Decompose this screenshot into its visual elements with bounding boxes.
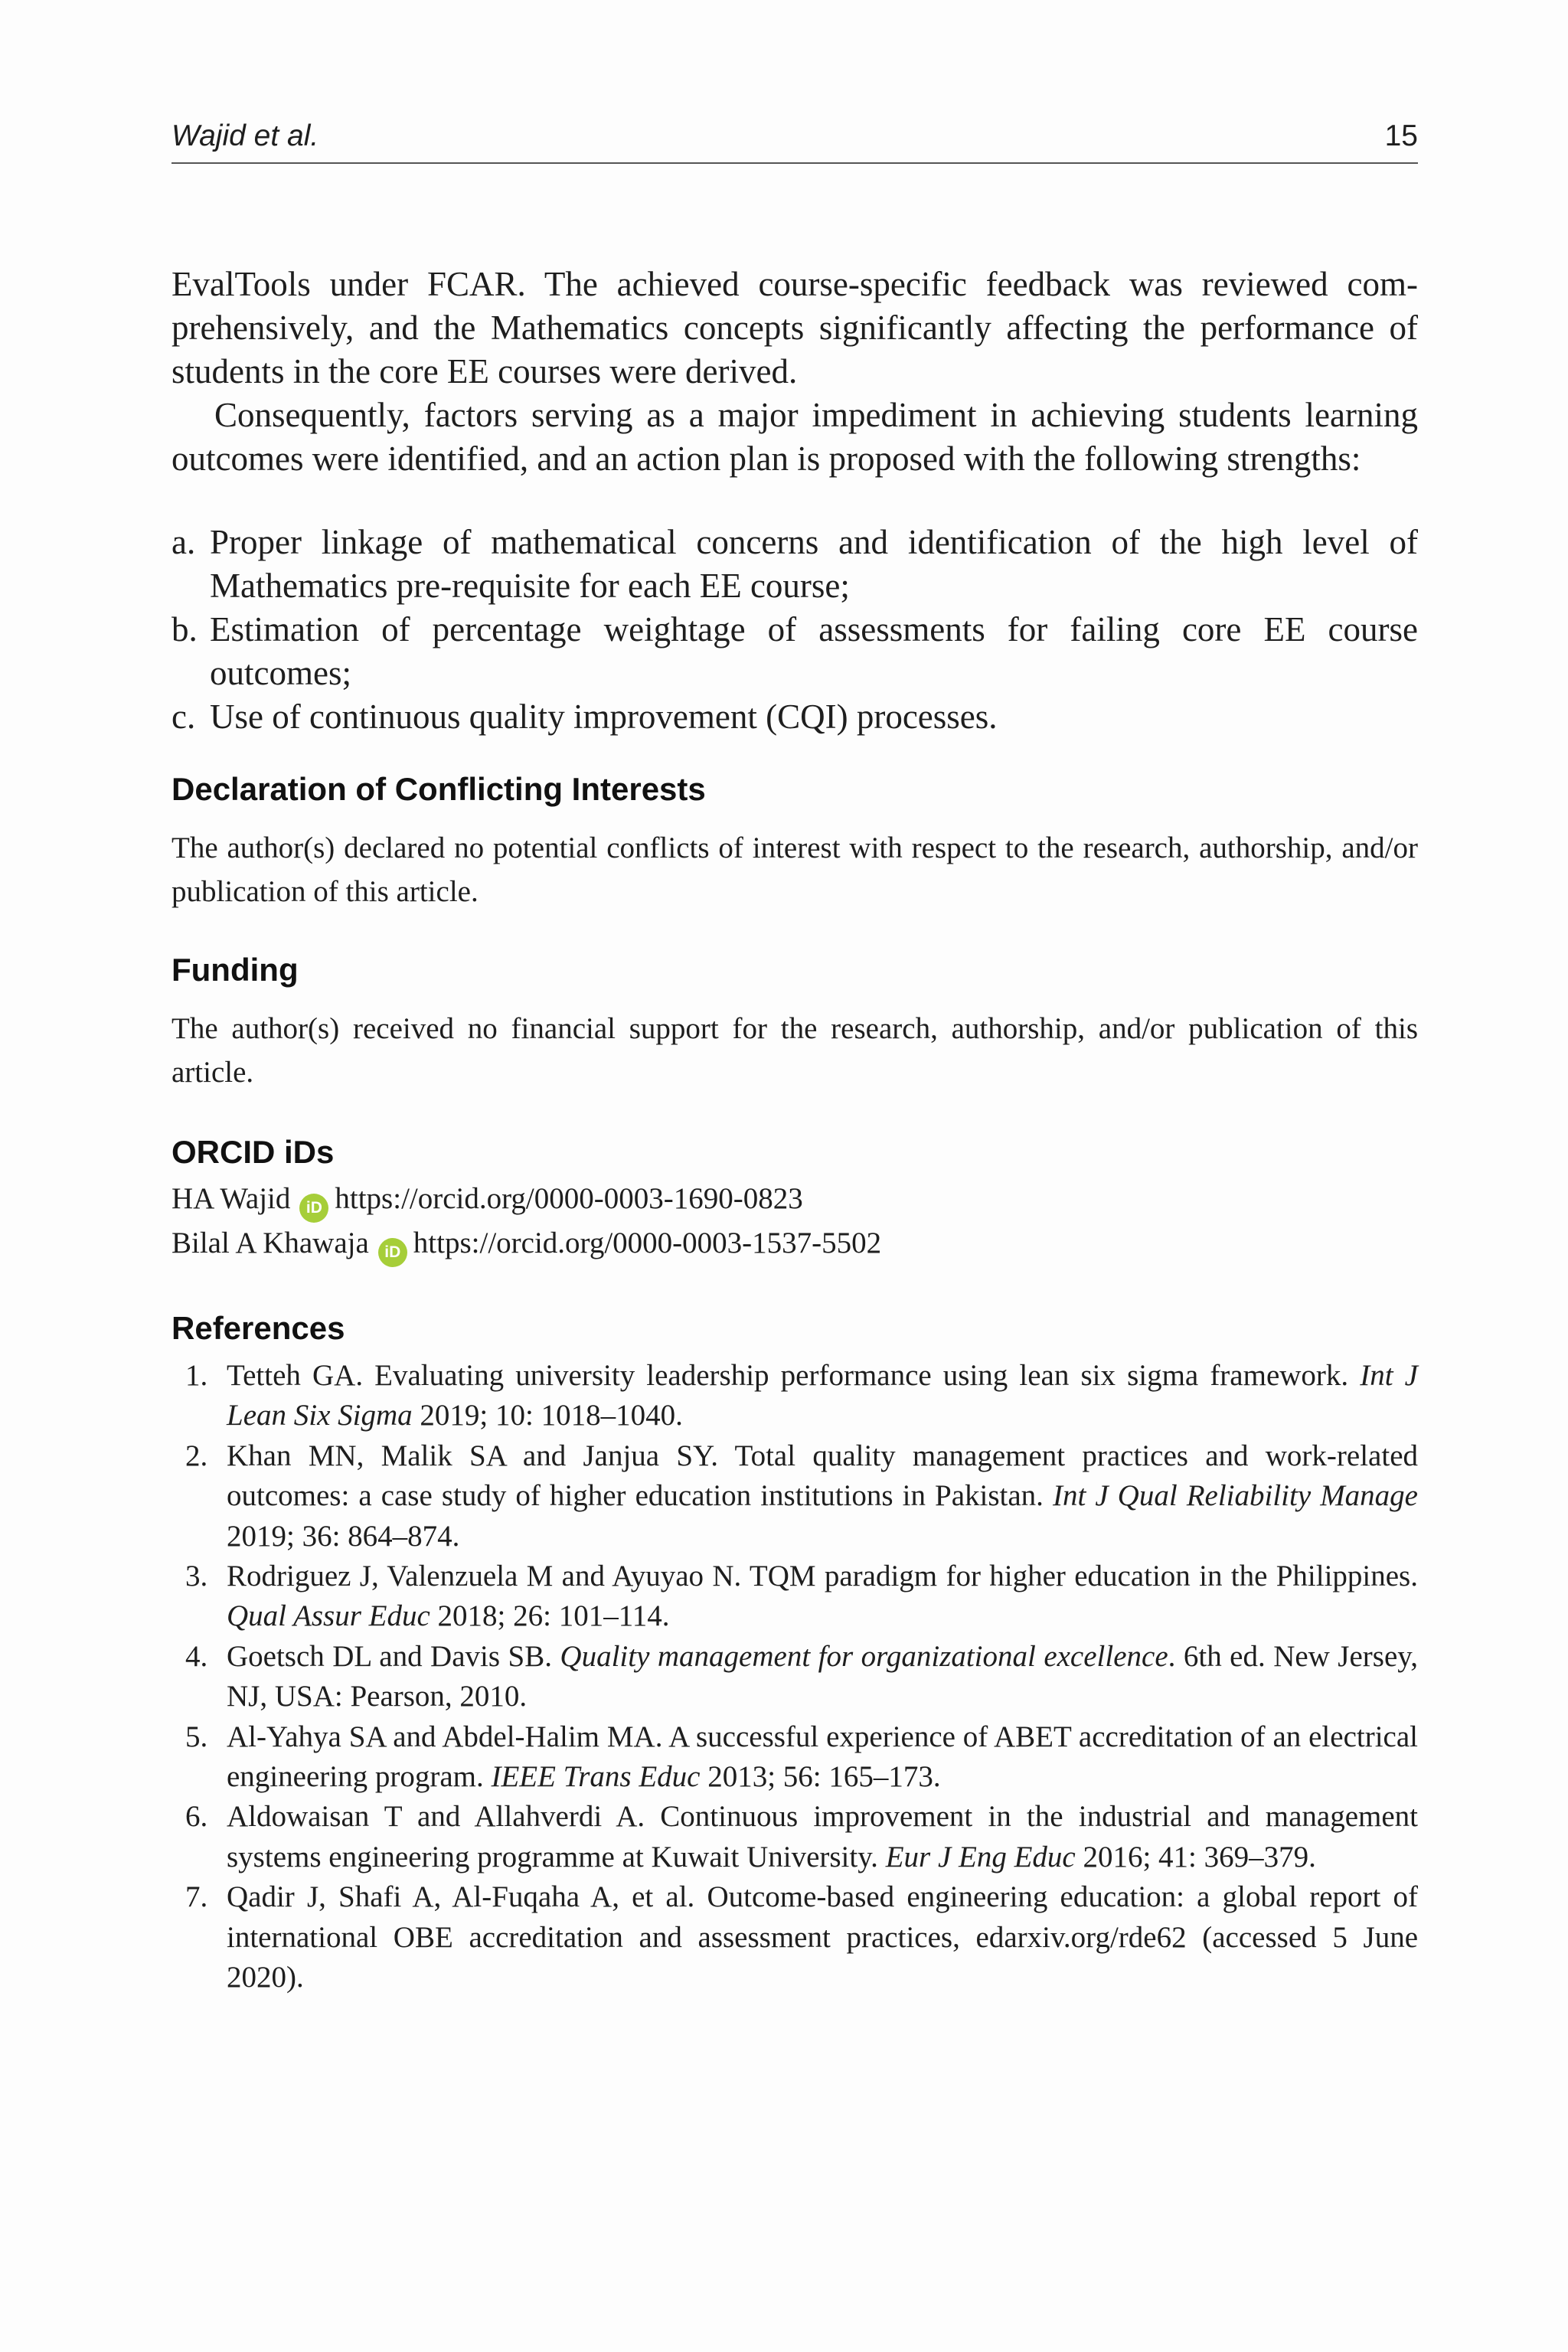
reference-text: Tetteh GA. Evaluating university leadership performance using lean six sigma framework. (227, 1359, 1361, 1392)
reference-journal: Eur J Eng Educ (885, 1840, 1076, 1873)
reference-number: 5. (185, 1720, 208, 1753)
declaration-section (172, 769, 1418, 913)
reference-number: 1. (185, 1359, 208, 1392)
reference-details: 2013; 56: 165–173. (700, 1760, 941, 1794)
strength-item (172, 521, 1418, 608)
section-heading: ORCID iDs (172, 1134, 335, 1170)
running-head-author: Wajid et al. (172, 119, 319, 152)
strength-marker: c. (172, 697, 196, 736)
orcid-link[interactable]: https://orcid.org/0000-0003-1690-0823 (335, 1182, 803, 1215)
strength-item (172, 695, 1418, 739)
reference-list (172, 1356, 1418, 1998)
running-head (172, 115, 1418, 164)
reference-journal: Int J Lean Six Sigma (227, 1359, 1418, 1432)
reference-journal: IEEE Trans Educ (491, 1760, 701, 1794)
strength-text: Use of continuous quality improvement (CQI) processes. (210, 697, 998, 736)
reference-item (172, 1717, 1418, 1798)
reference-journal: Int J Qual Reliability Manage (1052, 1479, 1418, 1513)
reference-item (172, 1557, 1418, 1637)
reference-text: Qadir J, Shafi A, Al-Fuqaha A, et al. Outcome-based engineering education: a global report of international OBE accreditation and assessment practices, edarxiv.org/rde62 (accessed 5 June 2020). (227, 1880, 1418, 1994)
article-content (172, 263, 1418, 1998)
strength-item (172, 608, 1418, 695)
reference-number: 3. (185, 1560, 208, 1593)
reference-item (172, 1356, 1418, 1436)
orcid-entry (172, 1223, 1418, 1267)
strength-text: Estimation of percentage weightage of assessments for failing core EE course outcomes; (210, 610, 1418, 692)
strengths-list (172, 521, 1418, 739)
reference-item (172, 1877, 1418, 1998)
reference-book-title: Quality management for organizational excellence (560, 1639, 1168, 1673)
orcid-author-name: HA Wajid (172, 1182, 291, 1215)
orcid-author-name: Bilal A Khawaja (172, 1227, 369, 1259)
reference-journal: Qual Assur Educ (227, 1599, 430, 1633)
reference-details: 2018; 26: 101–114. (430, 1599, 670, 1633)
strength-marker: b. (172, 610, 198, 648)
orcid-icon[interactable]: iD (299, 1194, 328, 1223)
funding-section (172, 950, 1418, 1094)
reference-number: 2. (185, 1439, 208, 1472)
orcid-section (172, 1132, 1418, 1267)
section-heading: Declaration of Conflicting Interests (172, 771, 706, 807)
body-paragraph: EvalTools under FCAR. The achieved course-specific feedback was reviewed comprehensively, and the Mathematics concepts significantly affecting the performance of students in the core EE courses were derived. (172, 265, 1418, 390)
funding-text: The author(s) received no financial support for the research, authorship, and/or publication of this article. (172, 1012, 1418, 1089)
strength-marker: a. (172, 523, 196, 561)
orcid-link[interactable]: https://orcid.org/0000-0003-1537-5502 (413, 1227, 882, 1259)
reference-item (172, 1637, 1418, 1717)
orcid-icon[interactable]: iD (378, 1238, 407, 1267)
reference-details: . 6th ed. New Jersey, NJ, USA: Pearson, 2010. (227, 1639, 1418, 1713)
section-heading: Funding (172, 952, 299, 988)
references-section (172, 1308, 1418, 1998)
reference-details: 2019; 36: 864–874. (227, 1519, 460, 1553)
page-number: 15 (1384, 119, 1418, 152)
declaration-text: The author(s) declared no potential conflicts of interest with respect to the research, authorship, and/or publication of this article. (172, 831, 1418, 908)
reference-number: 6. (185, 1800, 208, 1834)
reference-text: Rodriguez J, Valenzuela M and Ayuyao N. TQM paradigm for higher education in the Philippines. (227, 1560, 1418, 1593)
strength-text: Proper linkage of mathematical concerns and identification of the high level of Mathematics pre-requisite for each EE course; (210, 523, 1418, 605)
reference-item (172, 1797, 1418, 1877)
orcid-entry (172, 1178, 1418, 1223)
reference-number: 7. (185, 1880, 208, 1914)
section-heading: References (172, 1310, 345, 1346)
body-paragraph: Consequently, factors serving as a major impediment in achieving students learning outcomes were identified, and an action plan is proposed with the following strengths: (172, 396, 1418, 478)
reference-number: 4. (185, 1639, 208, 1673)
reference-details: 2019; 10: 1018–1040. (412, 1399, 683, 1432)
reference-text: Goetsch DL and Davis SB. (227, 1639, 560, 1673)
reference-text: Al-Yahya SA and Abdel-Halim MA. A successful experience of ABET accreditation of an electrical engineering program. (227, 1720, 1418, 1794)
reference-text: Khan MN, Malik SA and Janjua SY. Total quality management practices and work-related outcomes: a case study of higher education institutions in Pakistan. (227, 1439, 1418, 1513)
reference-text: Aldowaisan T and Allahverdi A. Continuous improvement in the industrial and management systems engineering programme at Kuwait University. (227, 1800, 1418, 1873)
reference-details: 2016; 41: 369–379. (1075, 1840, 1316, 1873)
reference-item (172, 1436, 1418, 1557)
